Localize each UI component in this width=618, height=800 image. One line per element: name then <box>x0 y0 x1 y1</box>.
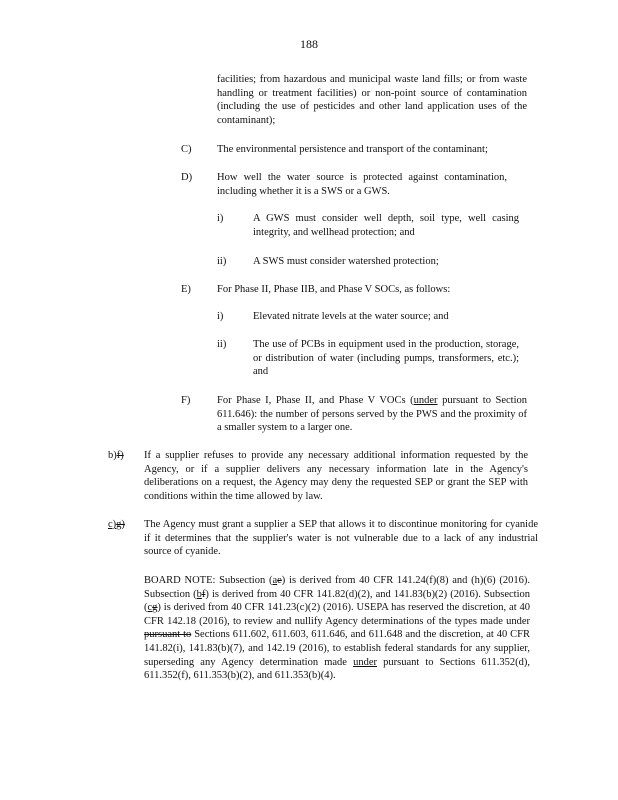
item-text: A GWS must consider well depth, soil type, well casing integrity, and wellhead protection; and <box>253 213 519 238</box>
item-label: ii) <box>217 256 227 267</box>
item-text: Elevated nitrate levels at the water source; and <box>253 311 449 322</box>
deleted-text: f <box>201 588 206 600</box>
inserted-text: c <box>147 602 153 614</box>
subsection-f-text <box>217 394 527 435</box>
label-deleted: g) <box>116 519 125 530</box>
label-new: c) <box>108 519 117 530</box>
inserted-text: under <box>353 656 377 668</box>
item-text: The use of PCBs in equipment used in the production, storage, or distribution of water (including pumps, transformers, etc.); and <box>253 339 519 378</box>
text-run: For Phase I, Phase II, and Phase V VOCs ( <box>217 395 414 406</box>
text-run: pursuant to Section 611.646): the number of persons served by the PWS and the proximity of a smaller system to a larger one. <box>217 395 527 434</box>
subsection-label-c: C) <box>181 144 192 155</box>
subsection-label-f: F) <box>181 395 191 406</box>
item-label: ii) <box>217 339 227 350</box>
board-note <box>144 574 530 683</box>
subsection-c-text: The environmental persistence and transport of the contaminant; <box>217 144 488 155</box>
subsection-label-d: D) <box>181 172 193 183</box>
page-number: 188 <box>300 37 318 51</box>
subsection-label-c2 <box>108 518 125 532</box>
label-deleted: f) <box>116 450 124 461</box>
text-run: pursuant to Sections 611.352(d), 611.352(f), 611.353(b)(2), and 611.353(b)(4). <box>144 656 530 682</box>
subsection-c2-text: The Agency must grant a supplier a SEP that allows it to discontinue monitoring for cyanide if it determines that the supplier's water is not vulnerable due to a lack of any industrial source of cyanide. <box>144 519 538 558</box>
continued-text: facilities; from hazardous and municipal waste land fills; or from waste handling or treatment facilities) or non-point source of contamination (including the use of pesticides and other land application uses of the contaminant); <box>217 74 527 126</box>
subsection-d-text: How well the water source is protected against contamination, including whether it is a SWS or a GWS. <box>217 172 507 197</box>
text-run: ) is derived from 40 CFR 141.82(d)(2), and 141.83(b)(2) (2016). Subsection ( <box>144 588 531 614</box>
text-run: ) is derived from 40 CFR 141.23(c)(2) (2016). USEPA has reserved the discretion, at 40 CFR 142.18 (2016), to review and nullify Agency determinations of the types made under <box>144 602 530 627</box>
inserted-text: b <box>196 588 202 600</box>
item-label: i) <box>217 311 224 322</box>
deleted-text: g <box>152 602 158 614</box>
subsection-label-b <box>108 449 124 463</box>
item-text: A SWS must consider watershed protection; <box>253 256 439 267</box>
label-new: b) <box>108 450 117 461</box>
text-run: BOARD NOTE: Subsection ( <box>144 575 273 586</box>
inserted-text: a <box>272 575 278 586</box>
subsection-b-text: If a supplier refuses to provide any necessary additional information requested by the Agency, or if a supplier delivers any necessary information late in the Agency's deliberations on a request, the Agency may deny the requested SEP or grant the SEP with conditions within the time allowed by law. <box>144 450 528 502</box>
subsection-e-text: For Phase II, Phase IIB, and Phase V SOCs, as follows: <box>217 284 451 295</box>
deleted-text: pursuant to <box>144 629 192 641</box>
deleted-text: e <box>277 575 282 586</box>
text-run: Sections 611.602, 611.603, 611.646, and 611.648 and the discretion, at 40 CFR 141.82(i), 141.83(b)(7), and 142.19 (2016), to establish federal standards for any supplier, superseding any Agency determination made <box>144 629 530 668</box>
subsection-label-e: E) <box>181 284 191 295</box>
item-label: i) <box>217 213 224 224</box>
text-run: ) is derived from 40 CFR 141.24(f)(8) and (h)(6) (2016). Subsection ( <box>144 575 530 600</box>
inserted-text: under <box>413 395 438 406</box>
